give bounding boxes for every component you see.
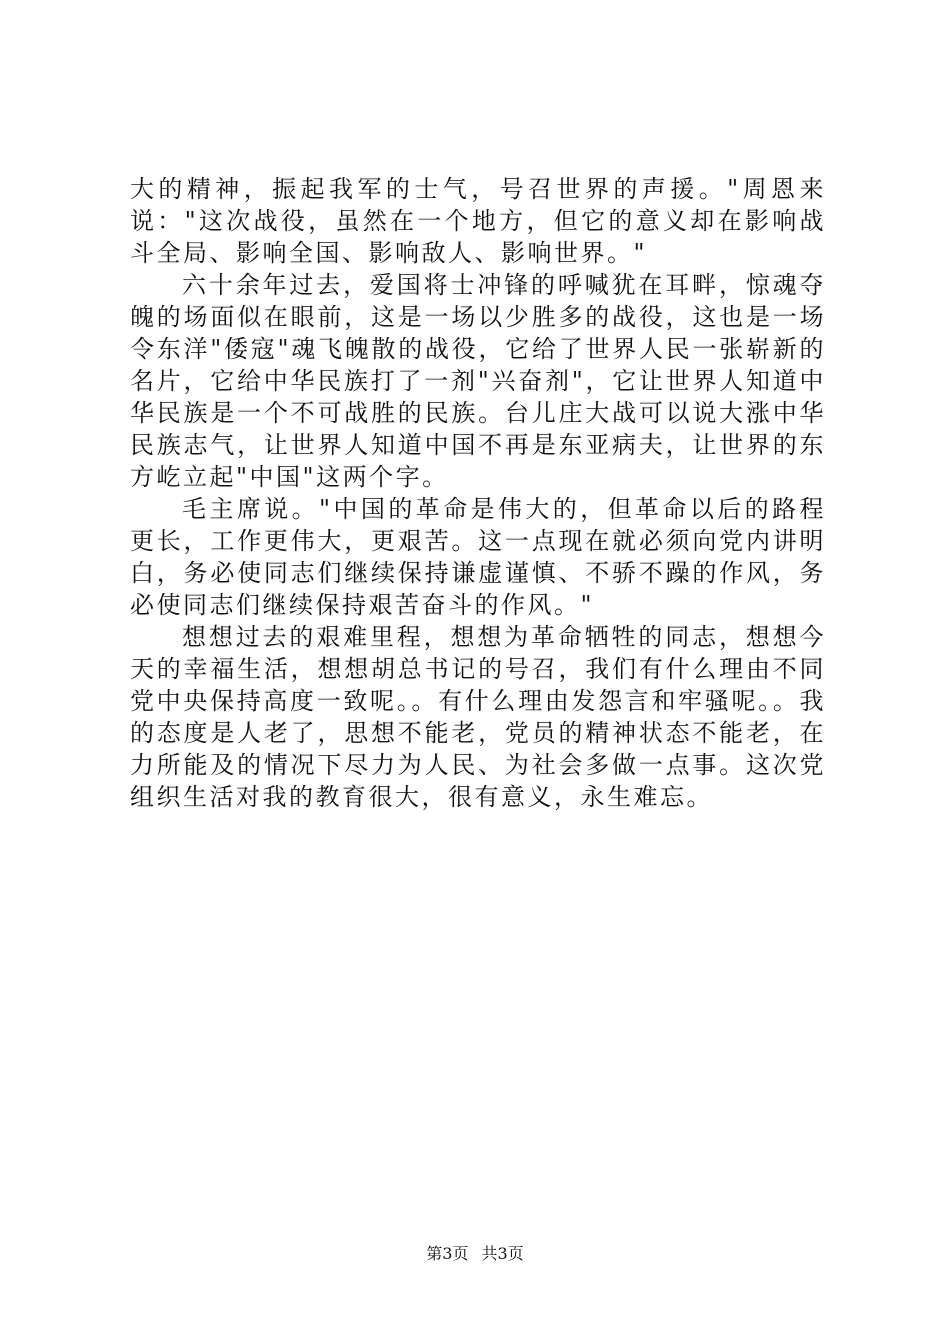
page-footer [0,1244,950,1264]
page-number-current: 第3页 [426,1244,469,1263]
paragraph-taierzhuang: 六十余年过去，爱国将士冲锋的呼喊犹在耳畔，惊魂夺魄的场面似在眼前，这是一场以少胜多的战役，这也是一场令东洋"倭寇"魂飞魄散的战役，它给了世界人民一张崭新的名片，它给中华民族打了一剂"兴奋剂"，它让世界人知道中华民族是一个不可战胜的民族。台儿庄大战可以说大涨中华民族志气，让世界人知道中国不再是东亚病夫，让世界的东方屹立起"中国"这两个字。 [130,271,826,491]
page-number-total: 共3页 [481,1244,524,1263]
document-body [130,173,826,813]
paragraph-mao-quote: 毛主席说。"中国的革命是伟大的，但革命以后的路程更长，工作更伟大，更艰苦。这一点现在就必须向党内讲明白，务必使同志们继续保持谦虚谨慎、不骄不躁的作风，务必使同志们继续保持艰苦奋斗的作风。" [130,495,826,619]
paragraph-continuation: 大的精神，振起我军的士气，号召世界的声援。"周恩来说："这次战役，虽然在一个地方，但它的意义却在影响战斗全局、影响全国、影响敌人、影响世界。" [130,175,826,267]
paragraph-reflection: 想想过去的艰难里程，想想为革命牺牲的同志，想想今天的幸福生活，想想胡总书记的号召，我们有什么理由不同党中央保持高度一致呢。。有什么理由发怨言和牢骚呢。。我的态度是人老了，思想不能老，党员的精神状态不能老，在力所能及的情况下尽力为人民、为社会多做一点事。这次党组织生活对我的教育很大，很有意义，永生难忘。 [130,623,826,811]
